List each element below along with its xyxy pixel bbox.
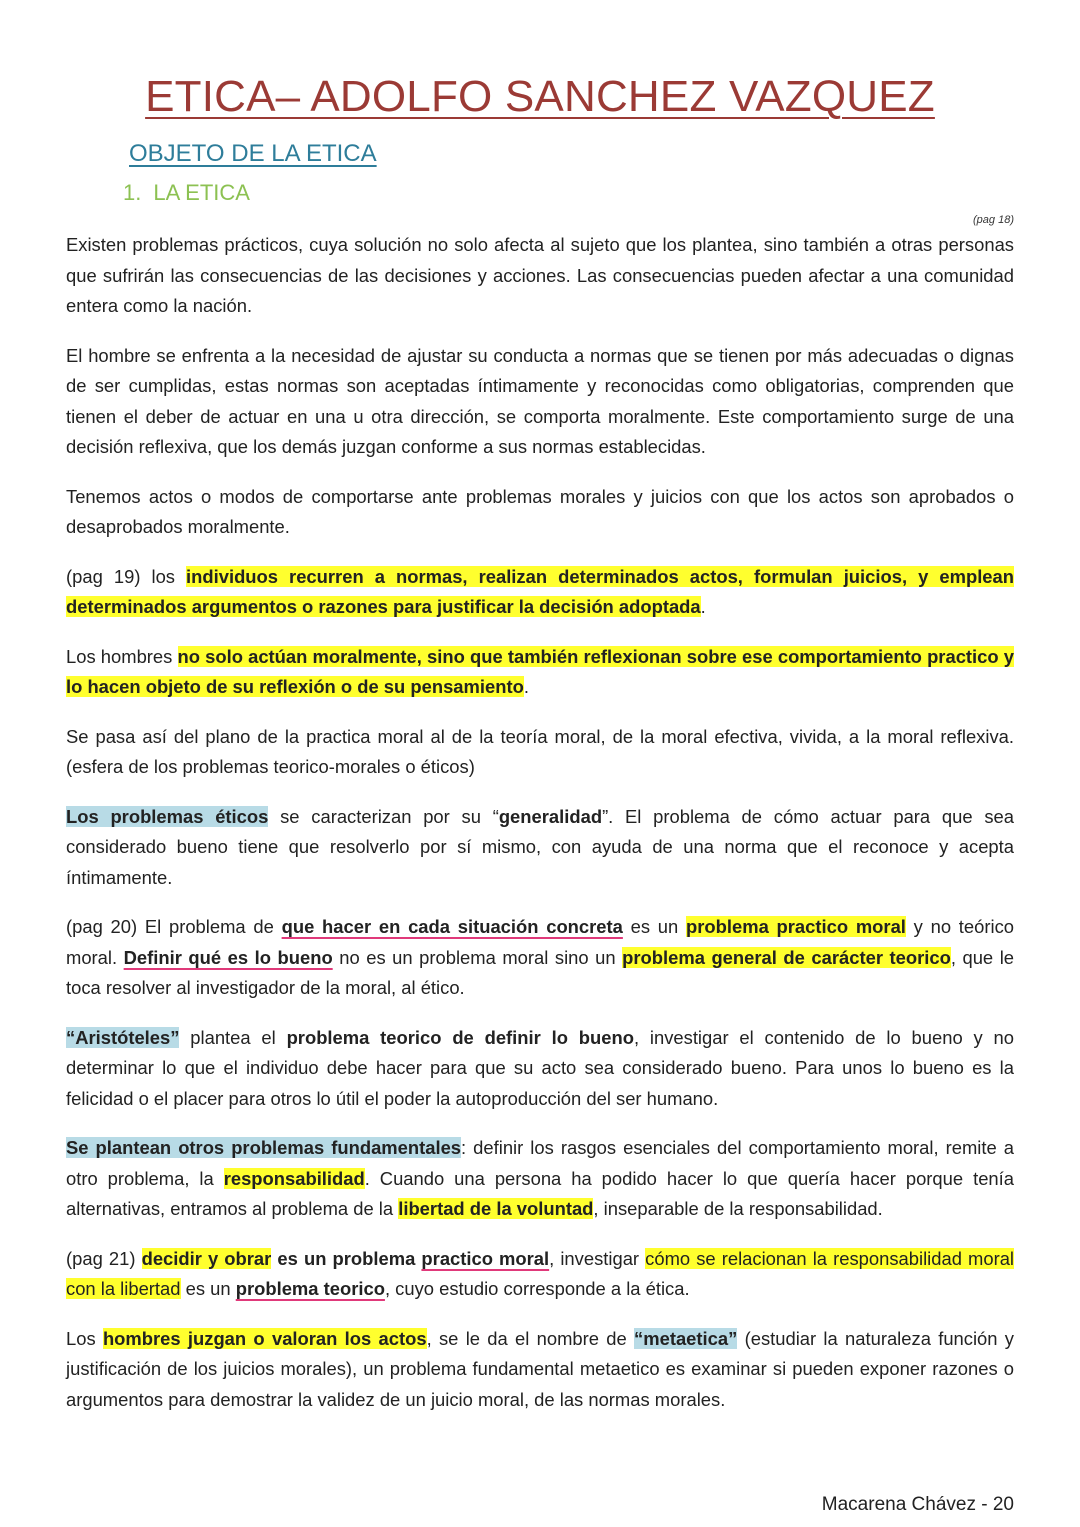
text-span: , cuyo estudio corresponde a la ética. [384,1278,690,1299]
underlined-text: problema teorico [235,1278,385,1299]
paragraph-10 [66,1133,1014,1225]
highlight: no solo actúan moralmente, sino que también reflexionan sobre ese comportamiento practico y lo hacen objeto de su reflexión o de su pensamiento [66,645,1014,697]
paragraph-3: Tenemos actos o modos de comportarse ante problemas morales y juicios con que los actos son aprobados o desaprobados moralmente. [66,485,1014,537]
section-label: LA ETICA [153,180,250,205]
text-span: (pag 19) los [66,565,187,587]
text-span: . [700,596,706,617]
text-span: , investigar el contenido de lo bueno y no determinar lo que el individuo debe hacer para que su acto sea considerado bueno. Para unos lo bueno es la felicidad o el placer para otros lo útil el poder la autoproducción del ser humano. [66,1026,1014,1109]
blue-highlight: Los problemas éticos [66,805,269,827]
bold-text: problema teorico de definir lo bueno [286,1026,634,1048]
blue-highlight: “metaetica” [634,1327,738,1349]
underlined-text: que hacer en cada situación concreta [281,916,623,937]
underlined-text: Definir qué es lo bueno [123,946,333,968]
bold-text: es un problema [271,1247,422,1269]
text-span: (pag 21) [66,1247,142,1269]
text-span: Los [66,1327,103,1349]
highlight: responsabilidad [223,1167,365,1189]
text-span: ”. El problema de cómo actuar para que sea considerado bueno tiene que resolverlo por sí mismo, con ayuda de una norma que el reconoce y acepta íntimamente. [66,805,1014,888]
text-span: , que le toca resolver al investigador de la moral, al ético. [66,946,1015,998]
text-span: (pag 20) El problema de [66,916,282,937]
highlight: problema general de carácter teorico [622,946,951,968]
paragraph-2: El hombre se enfrenta a la necesidad de ajustar su conducta a normas que se tienen por más adecuadas o dignas de ser cumplidas, estas normas son aceptadas íntimamente y reconocidas como obligatorias, comprenden que tienen el deber de actuar en una u otra dirección, se comporta moralmente. Este comportamiento surge de una decisión reflexiva, que los demás juzgan conforme a sus normas establecidas. [66,344,1014,457]
text-span: es un [622,916,687,937]
blue-highlight: “Aristóteles” [66,1026,180,1048]
highlight: decidir y obrar [141,1247,272,1269]
section-number: 1. [123,180,142,205]
text-span: , investigar [549,1247,646,1269]
paragraph-11 [66,1244,1014,1305]
paragraph-9 [66,1023,1014,1115]
paragraph-6: Se pasa así del plano de la practica moral al de la teoría moral, de la moral efectiva, vivida, a la moral reflexiva. (esfera de los problemas teorico-morales o éticos) [66,725,1014,777]
page-title: ETICA– ADOLFO SANCHEZ VAZQUEZ [145,72,935,121]
highlight: cómo se relacionan la responsabilidad moral con la libertad [66,1247,1015,1299]
text-span: Los hombres [66,645,178,667]
paragraph-5 [66,642,1014,703]
section-heading [123,180,250,206]
text-span: y no teórico moral. [66,916,1014,968]
highlight: libertad de la voluntad [398,1198,594,1219]
paragraph-12 [66,1324,1014,1416]
text-span: no es un problema moral sino un [332,946,623,968]
blue-highlight: Se plantean otros problemas fundamentales [66,1137,462,1158]
text-span: (estudiar la naturaleza función y justificación de los juicios morales), un problema fundamental metaetico es examinar si pueden exponer razones o argumentos para demostrar la validez de un juicio moral, de las normas morales. [66,1327,1014,1410]
paragraph-4 [66,562,1014,623]
text-span: : definir los rasgos esenciales del comportamiento moral, remite a otro problema, la [66,1137,1014,1189]
text-span: , inseparable de la responsabilidad. [593,1198,883,1219]
text-span: , se le da el nombre de [426,1327,635,1349]
page-footer: Macarena Chávez - 20 [821,1494,1014,1515]
body-text [66,230,1014,1434]
text-span: plantea el [179,1026,287,1048]
paragraph-1: Existen problemas prácticos, cuya solución no solo afecta al sujeto que los plantea, sino también a otras personas que sufrirán las consecuencias de las decisiones y acciones. Las consecuencias pueden afectar a una comunidad entera como la nación. [66,234,1014,316]
subtitle: OBJETO DE LA ETICA [129,140,377,167]
page-reference: (pag 18) [973,214,1014,226]
highlight: individuos recurren a normas, realizan determinados actos, formulan juicios, y emplean determinados argumentos o razones para justificar la decisión adoptada [66,565,1014,617]
underlined-text: practico moral [421,1247,550,1269]
highlight: problema practico moral [686,916,906,937]
bold-text: generalidad [498,805,603,827]
text-span: es un [180,1278,236,1299]
paragraph-7 [66,802,1014,894]
paragraph-8 [66,912,1014,1004]
text-span: se caracterizan por su “ [268,805,499,827]
text-span: . Cuando una persona ha podido hacer lo que quería hacer porque tenía alternativas, entramos al problema de la [66,1167,1014,1219]
highlight: hombres juzgan o valoran los actos [102,1327,427,1349]
text-span: . [523,676,529,697]
